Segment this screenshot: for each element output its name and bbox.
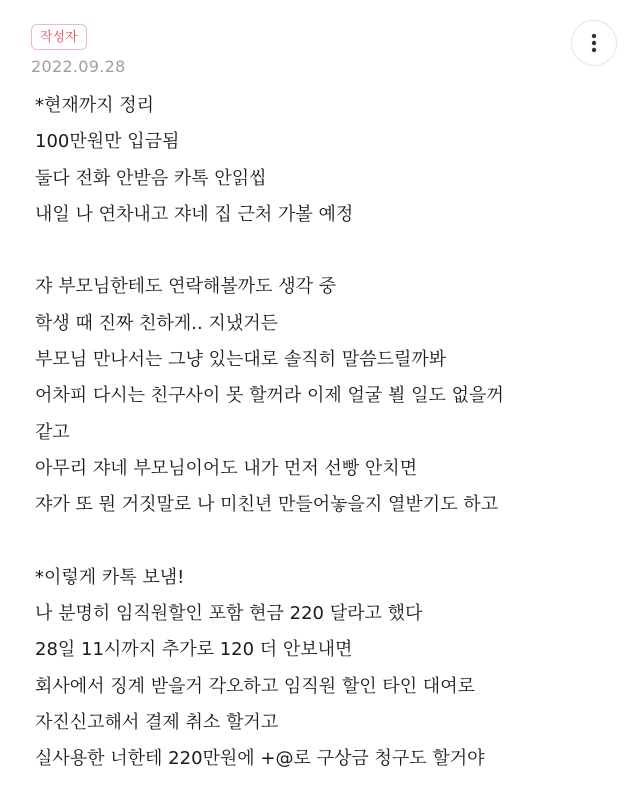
more-vertical-icon [591,33,597,53]
post-line: 쟈가 또 뭔 거짓말로 나 미친년 만들어놓을지 열받기도 하고 [35,494,499,516]
post-line: 어차피 다시는 친구사이 못 할꺼라 이제 얼굴 뵐 일도 없을꺼 [35,385,504,407]
author-badge: 작성자 [31,24,87,50]
post-line: 학생 때 진짜 친하게.. 지냈거든 [35,312,278,334]
more-options-button[interactable] [571,20,617,66]
post-line: 쟈 부모님한테도 연락해볼까도 생각 중 [35,276,337,298]
post-line: 실사용한 너한테 220만원에 +@로 구상금 청구도 할거야 [35,748,485,770]
post-date: 2022.09.28 [31,57,126,76]
post-line-blank [35,233,625,269]
post-line: 부모님 만나서는 그냥 있는대로 솔직히 말씀드릴까봐 [35,349,447,371]
post-line: *이렇게 카톡 보냄! [35,566,185,588]
post-line: 둘다 전화 안받음 카톡 안읽씹 [35,167,267,189]
post-line: 회사에서 징계 받을거 각오하고 임직원 할인 타인 대여로 [35,675,475,697]
post-line: 같고 [35,421,70,443]
post-line: 자진신고해서 결제 취소 할거고 [35,712,279,734]
post-line: 28일 11시까지 추가로 120 더 안보내면 [35,639,353,661]
post-line: *현재까지 정리 [35,95,155,116]
post-line: 아무리 쟈네 부모님이어도 내가 먼저 선빵 안치면 [35,457,418,479]
post-body [35,88,625,778]
post-line: 내일 나 연차내고 쟈네 집 근처 가볼 예정 [35,203,354,225]
post-line: 100만원만 입금됨 [35,131,180,153]
post-line: 나 분명히 임직원할인 포함 현금 220 달라고 했다 [35,603,423,625]
post-line-blank [35,524,625,560]
